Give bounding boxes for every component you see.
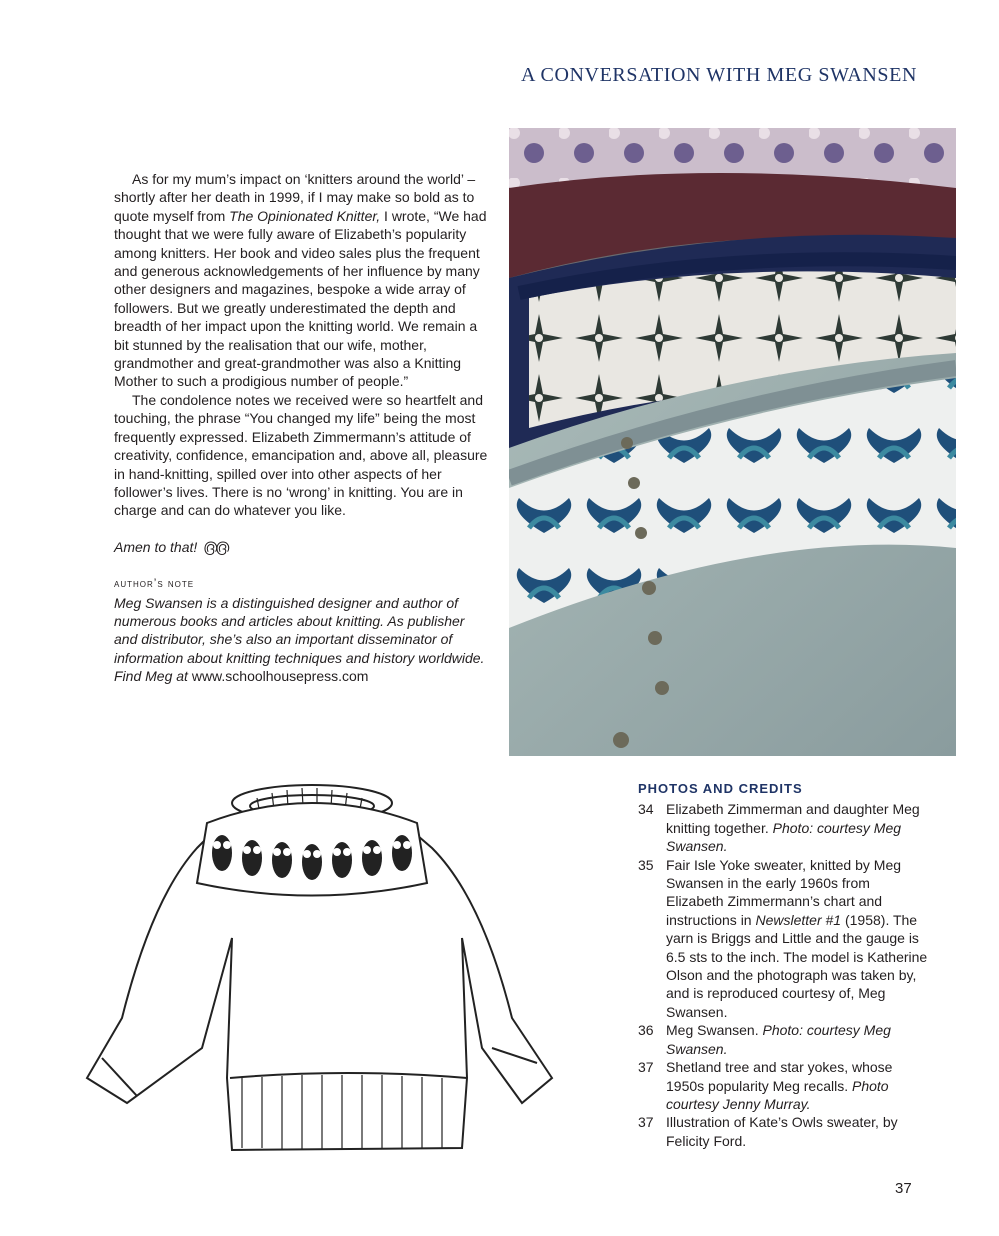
credits-title: PHOTOS AND CREDITS <box>638 781 803 796</box>
credit-num: 34 <box>638 801 654 818</box>
amen-text: Amen to that! <box>114 538 198 555</box>
owls-sweater-illustration <box>82 778 557 1168</box>
credit-italic: Photo: courtesy Meg Swansen. <box>666 1022 891 1057</box>
credit-text: Illustration of Kate’s Owls sweater, by Felicity Ford. <box>666 1114 898 1149</box>
find-meg-line <box>114 667 490 685</box>
credit-num: 35 <box>638 856 654 873</box>
credit-text <box>666 856 928 1022</box>
credit-desc: Fair Isle Yoke sweater, knitted by Meg Swansen in the early 1960s from Elizabeth Zimmermann’s chart and instructions in <box>666 856 902 928</box>
p1-text: As for my mum’s impact on ‘knitters around the world’ – shortly after her death in 1999, if I may make so bold as to quote myself from <box>114 171 476 224</box>
article-body <box>114 170 490 686</box>
credit-item <box>638 1113 928 1150</box>
running-header: A CONVERSATION WITH MEG SWANSEN <box>520 64 917 86</box>
credit-item <box>638 1021 928 1058</box>
credit-desc: Elizabeth Zimmerman and daughter Meg knitting together. <box>666 801 920 836</box>
credit-text <box>666 800 928 855</box>
credit-num: 37 <box>638 1114 654 1131</box>
credit-desc: Meg Swansen. <box>666 1022 759 1039</box>
end-mark-icon: ൫൫ <box>203 538 228 556</box>
credit-text <box>666 1058 928 1113</box>
author-note-text: Meg Swansen is a distinguished designer and author of numerous books and articles about knitting. As publisher and distributor, she’s also an important disseminator of information about knitting techniques and history worldwide. <box>114 594 485 666</box>
credit-desc: Shetland tree and star yokes, whose 1950s popularity Meg recalls. <box>666 1059 893 1094</box>
credit-num: 36 <box>638 1022 654 1039</box>
credit-italic: Newsletter #1 <box>755 911 842 928</box>
p1-rest: I wrote, “We had thought that we were fully aware of Elizabeth’s popularity among knitters. Her book and video sales plus the frequent and generous acknowledgements of her influence by many other designers and magazines, bespoke a wide array of followers. But we greatly underestimated the depth and breadth of her impact upon the knitting world. We remain a bit stunned by the realisation that our wife, mother, grandmother and great-grandmother was also a Knitting Mother to such a prodigious number of people.” <box>114 207 487 390</box>
credit-item <box>638 800 928 855</box>
author-note-heading: author’s note <box>114 578 195 591</box>
photos-and-credits <box>638 780 928 1150</box>
website-link[interactable]: www.schoolhousepress.com <box>191 668 369 685</box>
sweater-photo <box>509 128 956 756</box>
credit-text <box>666 1021 928 1058</box>
credit-italic: Photo: courtesy Meg Swansen. <box>666 819 902 855</box>
paragraph-1 <box>114 170 490 391</box>
paragraph-2: The condolence notes we received were so heartfelt and touching, the phrase “You changed my life” being the most frequently expressed. Elizabeth Zimmermann’s attitude of creativity, confidence, emancipation and, above all, pleasure in hand-knitting, spilled over into other aspects of her follower’s lives. There is no ‘wrong’ in knitting. You are in charge and can do whatever you like. <box>114 391 488 519</box>
credit-desc-2: (1958). The yarn is Briggs and Little and the gauge is 6.5 sts to the inch. The model is Katherine Olson and the photograph was taken by, and is reproduced courtesy of, Meg Swansen. <box>666 911 928 1020</box>
find-prefix: Find Meg at <box>114 668 188 685</box>
amen-line <box>114 538 490 557</box>
book-title: The Opinionated Knitter, <box>229 207 381 224</box>
page-number: 37 <box>895 1180 912 1197</box>
credit-item <box>638 1058 928 1113</box>
credit-num: 37 <box>638 1059 654 1076</box>
credit-item <box>638 856 928 1022</box>
credit-italic: Photo courtesy Jenny Murray. <box>666 1077 889 1112</box>
